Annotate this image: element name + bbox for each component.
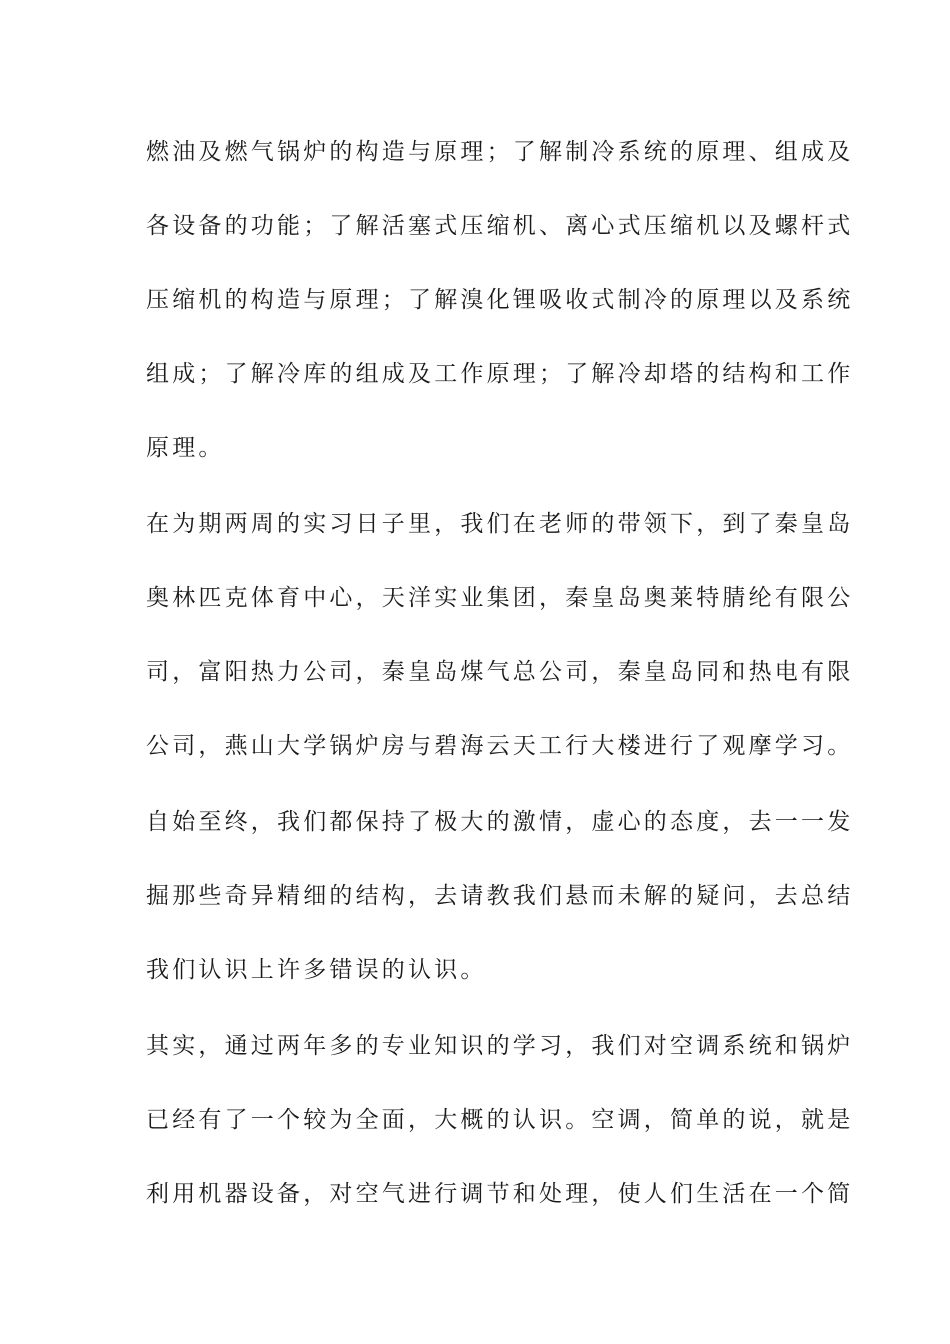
text-line: 压缩机的构造与原理；了解溴化锂吸收式制冷的原理以及系统 xyxy=(146,287,854,313)
text-line: 公司，燕山大学锅炉房与碧海云天工行大楼进行了观摩学习。 xyxy=(146,733,854,759)
text-line: 已经有了一个较为全面，大概的认识。空调，简单的说，就是 xyxy=(146,1107,854,1133)
text-line: 各设备的功能；了解活塞式压缩机、离心式压缩机以及螺杆式 xyxy=(146,213,854,239)
text-line: 其实，通过两年多的专业知识的学习，我们对空调系统和锅炉 xyxy=(146,1033,854,1059)
text-line: 司，富阳热力公司，秦皇岛煤气总公司，秦皇岛同和热电有限 xyxy=(146,659,854,685)
text-line: 利用机器设备，对空气进行调节和处理，使人们生活在一个简 xyxy=(146,1181,854,1207)
text-line: 自始至终，我们都保持了极大的激情，虚心的态度，去一一发 xyxy=(146,809,854,835)
text-line: 掘那些奇异精细的结构，去请教我们悬而未解的疑问，去总结 xyxy=(146,883,854,909)
text-line: 组成；了解冷库的组成及工作原理；了解冷却塔的结构和工作 xyxy=(146,361,854,387)
text-line: 奥林匹克体育中心，天洋实业集团，秦皇岛奥莱特腈纶有限公 xyxy=(146,585,854,611)
text-line: 原理。 xyxy=(146,435,225,461)
text-line: 我们认识上许多错误的认识。 xyxy=(146,957,487,983)
text-line: 燃油及燃气锅炉的构造与原理；了解制冷系统的原理、组成及 xyxy=(146,139,854,165)
text-line: 在为期两周的实习日子里，我们在老师的带领下，到了秦皇岛 xyxy=(146,511,854,537)
